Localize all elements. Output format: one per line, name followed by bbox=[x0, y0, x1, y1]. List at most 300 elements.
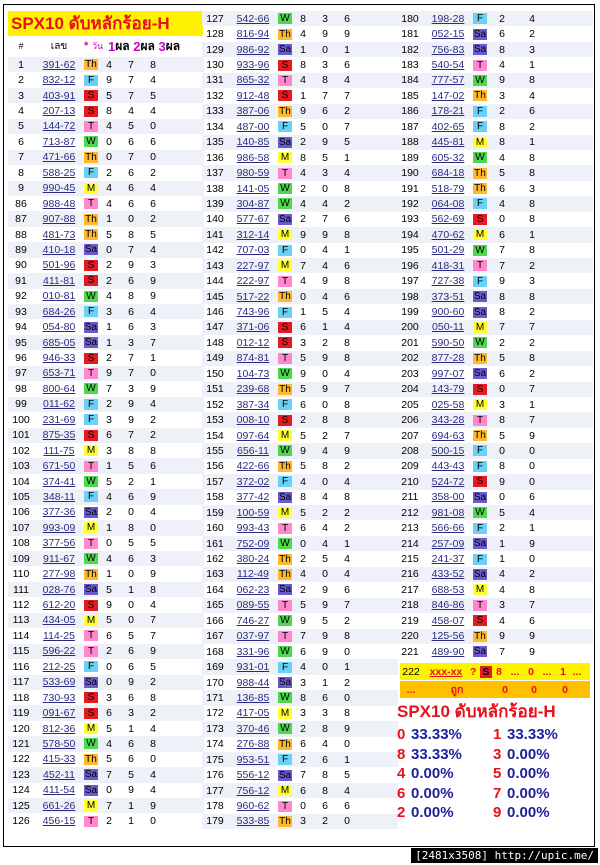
row-number-pair: 050-11 bbox=[432, 321, 464, 334]
result-value: 1 bbox=[106, 213, 112, 226]
table-row bbox=[202, 536, 398, 551]
result-value: 6 bbox=[106, 629, 112, 642]
result-value: 8 bbox=[300, 12, 306, 25]
row-number-pair: 612-20 bbox=[42, 599, 76, 612]
result-value: 5 bbox=[106, 583, 112, 596]
stats-percent: 0.00% bbox=[507, 784, 550, 802]
result-value: 6 bbox=[300, 321, 306, 334]
result-value: 2 bbox=[150, 429, 156, 442]
row-number-pair: 933-96 bbox=[236, 59, 270, 72]
result-value: 5 bbox=[106, 722, 112, 735]
result-value: 4 bbox=[322, 522, 328, 535]
result-value: 7 bbox=[106, 799, 112, 812]
row-number: 215 bbox=[401, 553, 419, 566]
pending-row bbox=[400, 663, 590, 680]
result-value: 4 bbox=[322, 444, 328, 457]
result-value: 9 bbox=[106, 367, 112, 380]
day-badge: S bbox=[278, 322, 292, 333]
table-row bbox=[397, 258, 593, 273]
day-badge: W bbox=[84, 476, 98, 487]
day-badge: S bbox=[84, 353, 98, 364]
row-number-pair: 417-05 bbox=[236, 707, 270, 720]
result-value: 4 bbox=[106, 182, 112, 195]
row-number: 154 bbox=[206, 429, 224, 442]
row-number: 166 bbox=[206, 614, 224, 627]
row-number: 99 bbox=[15, 398, 27, 411]
row-number: 89 bbox=[15, 243, 27, 256]
result-value: 1 bbox=[300, 306, 306, 319]
row-number-pair: 596-22 bbox=[42, 645, 76, 658]
row-number-pair: 010-81 bbox=[42, 290, 76, 303]
result-value: 3 bbox=[300, 676, 306, 689]
table-row bbox=[397, 304, 593, 319]
stats-rows bbox=[397, 725, 592, 823]
day-badge: T bbox=[278, 168, 292, 179]
day-badge: F bbox=[473, 276, 487, 287]
result-value: 3 bbox=[106, 305, 112, 318]
row-number-pair: 993-09 bbox=[42, 521, 76, 534]
result-value: 4 bbox=[300, 475, 306, 488]
result-value: 9 bbox=[499, 74, 505, 87]
result-value: 7 bbox=[128, 243, 134, 256]
row-number-pair: 533-69 bbox=[42, 676, 76, 689]
result-value: 6 bbox=[300, 738, 306, 751]
result-value: 5 bbox=[344, 136, 350, 149]
row-number: 176 bbox=[206, 769, 224, 782]
row-number: 93 bbox=[15, 305, 27, 318]
result-value: 9 bbox=[322, 28, 328, 41]
result-value: 9 bbox=[322, 228, 328, 241]
result-value: 8 bbox=[300, 59, 306, 72]
result-value: 3 bbox=[499, 599, 505, 612]
result-value: 7 bbox=[529, 321, 535, 334]
table-row bbox=[202, 382, 398, 397]
result-value: 6 bbox=[322, 691, 328, 704]
row-number-pair: 312-14 bbox=[236, 228, 270, 241]
row-number-pair: 239-68 bbox=[236, 383, 270, 396]
result-value: 4 bbox=[344, 306, 350, 319]
row-number-pair: 900-60 bbox=[431, 306, 465, 319]
row-number-pair: 981-08 bbox=[431, 506, 465, 519]
table-column-2 bbox=[202, 11, 398, 829]
result-value: 8 bbox=[344, 228, 350, 241]
stats-digit: 5 bbox=[493, 765, 502, 783]
table-row bbox=[8, 736, 204, 751]
result-value: 6 bbox=[106, 429, 112, 442]
table-row bbox=[397, 644, 593, 659]
day-badge: Sa bbox=[473, 306, 487, 318]
row-number-pair: 980-59 bbox=[236, 167, 270, 180]
day-badge: M bbox=[473, 229, 487, 240]
day-badge: M bbox=[278, 430, 292, 441]
table-row bbox=[202, 150, 398, 165]
result-value: 4 bbox=[150, 398, 156, 411]
day-badge: Th bbox=[279, 105, 291, 117]
result-value: 9 bbox=[300, 614, 306, 627]
day-badge: F bbox=[84, 306, 98, 317]
row-number: 135 bbox=[206, 136, 224, 149]
row-number-pair: 434-05 bbox=[42, 614, 76, 627]
table-row bbox=[202, 721, 398, 736]
day-badge: M bbox=[473, 137, 487, 148]
table-row bbox=[397, 196, 593, 211]
row-number-pair: 671-50 bbox=[42, 460, 76, 473]
row-number: 205 bbox=[401, 398, 419, 411]
result-value: 1 bbox=[344, 244, 350, 257]
row-number-pair: 276-88 bbox=[236, 738, 270, 751]
result-value: 0 bbox=[529, 444, 535, 457]
row-number: 195 bbox=[401, 244, 419, 257]
result-value: 9 bbox=[322, 583, 328, 596]
result-value: 0 bbox=[128, 568, 134, 581]
table-row bbox=[202, 675, 398, 690]
result-value: 4 bbox=[150, 784, 156, 797]
day-badge: W bbox=[473, 75, 487, 86]
result-value: 8 bbox=[529, 290, 535, 303]
row-number: 167 bbox=[206, 630, 224, 643]
table-row bbox=[397, 428, 593, 443]
pending-v5: 1 bbox=[560, 665, 566, 678]
row-number-pair: 114-25 bbox=[43, 629, 75, 642]
stats-percent: 0.00% bbox=[411, 765, 454, 783]
row-number: 184 bbox=[401, 74, 419, 87]
table-row bbox=[8, 675, 204, 690]
row-number: 164 bbox=[206, 583, 224, 596]
stats-percent: 0.00% bbox=[507, 745, 550, 763]
day-badge: T bbox=[473, 260, 487, 271]
result-value: 5 bbox=[150, 89, 156, 102]
table-row bbox=[8, 181, 204, 196]
result-value: 6 bbox=[128, 274, 134, 287]
result-value: 3 bbox=[322, 59, 328, 72]
row-number-pair: 377-42 bbox=[236, 491, 270, 504]
table-row bbox=[202, 104, 398, 119]
table-row bbox=[397, 165, 593, 180]
row-number-pair: 743-96 bbox=[236, 306, 270, 319]
row-number: 207 bbox=[401, 429, 419, 442]
result-value: 5 bbox=[150, 228, 156, 241]
header-star: * bbox=[84, 40, 89, 52]
stats-row bbox=[397, 784, 592, 804]
result-value: 7 bbox=[529, 414, 535, 427]
table-row bbox=[397, 243, 593, 258]
table-row bbox=[8, 350, 204, 365]
result-value: 9 bbox=[300, 228, 306, 241]
row-number: 139 bbox=[206, 197, 224, 210]
row-number-pair: 372-02 bbox=[236, 475, 270, 488]
table-row bbox=[8, 644, 204, 659]
table-row bbox=[8, 628, 204, 643]
row-number: 134 bbox=[206, 120, 224, 133]
result-value: 0 bbox=[344, 815, 350, 828]
result-value: 0 bbox=[344, 691, 350, 704]
row-number: 171 bbox=[206, 691, 224, 704]
row-number: 192 bbox=[401, 197, 419, 210]
result-value: 2 bbox=[150, 676, 156, 689]
result-value: 4 bbox=[499, 614, 505, 627]
row-number-pair: 062-23 bbox=[236, 583, 270, 596]
result-value: 2 bbox=[300, 722, 306, 735]
row-number-pair: 304-87 bbox=[236, 197, 270, 210]
row-number-pair: 144-72 bbox=[42, 120, 76, 133]
result-value: 2 bbox=[300, 136, 306, 149]
result-value: 1 bbox=[150, 475, 156, 488]
row-number: 129 bbox=[206, 43, 224, 56]
result-value: 2 bbox=[322, 506, 328, 519]
result-value: 5 bbox=[300, 599, 306, 612]
day-badge: T bbox=[84, 646, 98, 657]
row-number: 118 bbox=[12, 691, 30, 704]
result-value: 9 bbox=[128, 259, 134, 272]
result-value: 2 bbox=[106, 166, 112, 179]
day-badge: W bbox=[84, 553, 98, 564]
stats-percent: 33.33% bbox=[411, 745, 462, 763]
row-number: 214 bbox=[401, 537, 419, 550]
row-number-pair: 415-33 bbox=[42, 753, 76, 766]
row-number-pair: 222-97 bbox=[236, 275, 270, 288]
result-value: 8 bbox=[499, 120, 505, 133]
row-number-pair: 487-00 bbox=[236, 120, 270, 133]
result-value: 6 bbox=[128, 490, 134, 503]
result-value: 8 bbox=[499, 306, 505, 319]
result-value: 4 bbox=[106, 552, 112, 565]
day-badge: T bbox=[278, 276, 292, 287]
result-value: 6 bbox=[128, 305, 134, 318]
row-number-pair: 370-46 bbox=[236, 722, 270, 735]
row-number-pair: 443-43 bbox=[431, 460, 465, 473]
result-value: 7 bbox=[344, 89, 350, 102]
result-value: 5 bbox=[150, 660, 156, 673]
result-value: 8 bbox=[150, 444, 156, 457]
result-value: 6 bbox=[344, 12, 350, 25]
row-number-pair: 054-80 bbox=[42, 321, 76, 334]
row-number: 142 bbox=[206, 244, 224, 257]
row-number: 151 bbox=[206, 383, 224, 396]
row-number: 152 bbox=[206, 398, 224, 411]
row-number-pair: 277-98 bbox=[42, 568, 76, 581]
result-value: 8 bbox=[300, 151, 306, 164]
result-value: 8 bbox=[322, 769, 328, 782]
day-badge: S bbox=[278, 415, 292, 426]
row-number: 149 bbox=[206, 352, 224, 365]
row-number-pair: 877-28 bbox=[431, 352, 465, 365]
day-badge: M bbox=[84, 445, 98, 456]
day-badge: S bbox=[84, 430, 98, 441]
result-value: 7 bbox=[128, 74, 134, 87]
result-value: 2 bbox=[529, 259, 535, 272]
result-value: 2 bbox=[150, 413, 156, 426]
row-number: 146 bbox=[206, 306, 224, 319]
result-value: 2 bbox=[529, 568, 535, 581]
row-number: 6 bbox=[18, 135, 24, 148]
row-number-pair: 458-07 bbox=[431, 614, 465, 627]
day-badge: M bbox=[278, 260, 292, 271]
row-number: 88 bbox=[15, 228, 27, 241]
result-value: 3 bbox=[529, 182, 535, 195]
result-value: 5 bbox=[322, 553, 328, 566]
result-value: 6 bbox=[529, 491, 535, 504]
result-value: 2 bbox=[300, 753, 306, 766]
row-number: 97 bbox=[15, 367, 27, 380]
result-value: 2 bbox=[344, 105, 350, 118]
row-number: 186 bbox=[401, 105, 419, 118]
table-row bbox=[202, 551, 398, 566]
result-value: 6 bbox=[529, 614, 535, 627]
row-number-pair: 566-66 bbox=[431, 522, 465, 535]
result-value: 7 bbox=[344, 383, 350, 396]
day-badge: W bbox=[278, 368, 292, 379]
result-value: 5 bbox=[106, 753, 112, 766]
pending-question: ? bbox=[470, 665, 477, 678]
day-badge: F bbox=[278, 245, 292, 256]
table-row bbox=[397, 289, 593, 304]
result-value: 0 bbox=[322, 120, 328, 133]
result-value: 6 bbox=[128, 552, 134, 565]
row-number: 209 bbox=[401, 460, 419, 473]
row-number: 198 bbox=[401, 290, 419, 303]
row-number-pair: 517-22 bbox=[236, 290, 270, 303]
row-number-pair: 777-57 bbox=[431, 74, 465, 87]
result-value: 0 bbox=[499, 383, 505, 396]
row-number: 208 bbox=[401, 444, 419, 457]
result-value: 6 bbox=[300, 645, 306, 658]
row-number-pair: 143-79 bbox=[431, 383, 465, 396]
day-badge: F bbox=[278, 476, 292, 487]
day-badge: Sa bbox=[84, 321, 98, 333]
row-number: 87 bbox=[15, 213, 27, 226]
result-value: 6 bbox=[150, 197, 156, 210]
result-value: 1 bbox=[529, 59, 535, 72]
result-value: 7 bbox=[300, 630, 306, 643]
day-badge: Sa bbox=[278, 213, 292, 225]
row-number-pair: 025-58 bbox=[431, 398, 465, 411]
result-value: 1 bbox=[499, 537, 505, 550]
day-badge: Sa bbox=[278, 44, 292, 56]
result-value: 9 bbox=[529, 537, 535, 550]
row-number: 204 bbox=[401, 383, 419, 396]
result-value: 5 bbox=[499, 506, 505, 519]
upload-footer: [2481x3508] http://upic.me/ bbox=[411, 848, 598, 863]
day-badge: F bbox=[473, 106, 487, 117]
row-number: 121 bbox=[12, 737, 30, 750]
result-value: 4 bbox=[344, 367, 350, 380]
table-row bbox=[397, 57, 593, 72]
row-number-pair: 112-49 bbox=[237, 568, 269, 581]
result-value: 1 bbox=[529, 398, 535, 411]
table-row bbox=[397, 212, 593, 227]
table-row bbox=[8, 227, 204, 242]
row-number-pair: 865-32 bbox=[236, 74, 270, 87]
day-badge: Sa bbox=[278, 584, 292, 596]
result-value: 0 bbox=[150, 120, 156, 133]
row-number: 165 bbox=[206, 599, 224, 612]
header-p1: ผล bbox=[115, 38, 130, 53]
row-number: 127 bbox=[206, 12, 224, 25]
table-row bbox=[8, 783, 204, 798]
result-value: 5 bbox=[344, 769, 350, 782]
row-number: 197 bbox=[401, 275, 419, 288]
day-badge: F bbox=[84, 661, 98, 672]
row-number-pair: 387-34 bbox=[236, 398, 270, 411]
stats-digit: 6 bbox=[397, 784, 406, 802]
result-value: 4 bbox=[150, 599, 156, 612]
stats-row bbox=[397, 803, 592, 823]
stats-panel bbox=[397, 699, 592, 823]
row-number-pair: 500-15 bbox=[431, 444, 465, 457]
result-v3: 0 bbox=[562, 683, 568, 696]
result-value: 9 bbox=[344, 722, 350, 735]
result-value: 7 bbox=[322, 89, 328, 102]
row-number: 150 bbox=[206, 367, 224, 380]
table-row bbox=[397, 227, 593, 242]
row-number-pair: 694-63 bbox=[431, 429, 465, 442]
row-number: 220 bbox=[401, 630, 419, 643]
result-value: 6 bbox=[322, 800, 328, 813]
result-value: 9 bbox=[150, 645, 156, 658]
result-value: 4 bbox=[106, 58, 112, 71]
result-value: 5 bbox=[128, 768, 134, 781]
row-number: 5 bbox=[18, 120, 24, 133]
table-row bbox=[8, 566, 204, 581]
table-row bbox=[8, 597, 204, 612]
row-number-pair: 111-75 bbox=[43, 444, 75, 457]
result-value: 8 bbox=[529, 213, 535, 226]
result-value: 2 bbox=[106, 815, 112, 828]
row-number: 123 bbox=[12, 768, 30, 781]
result-value: 3 bbox=[128, 382, 134, 395]
row-number-pair: 653-71 bbox=[42, 367, 76, 380]
result-value: 2 bbox=[106, 645, 112, 658]
row-number-pair: 562-69 bbox=[431, 213, 465, 226]
result-value: 4 bbox=[150, 768, 156, 781]
result-value: 2 bbox=[322, 429, 328, 442]
result-value: 6 bbox=[300, 398, 306, 411]
table-row bbox=[202, 258, 398, 273]
result-value: 8 bbox=[322, 414, 328, 427]
result-value: 8 bbox=[322, 460, 328, 473]
table-row bbox=[202, 613, 398, 628]
result-value: 4 bbox=[300, 275, 306, 288]
result-value: 8 bbox=[499, 414, 505, 427]
result-value: 5 bbox=[106, 614, 112, 627]
row-number-pair: 141-05 bbox=[236, 182, 270, 195]
result-value: 6 bbox=[128, 753, 134, 766]
row-number: 98 bbox=[15, 382, 27, 395]
result-value: 4 bbox=[150, 243, 156, 256]
day-badge: Sa bbox=[84, 506, 98, 518]
day-badge: F bbox=[278, 754, 292, 765]
row-number: 155 bbox=[206, 444, 224, 457]
result-value: 2 bbox=[344, 522, 350, 535]
table-row bbox=[8, 289, 204, 304]
table-row bbox=[8, 72, 204, 87]
day-badge: S bbox=[473, 476, 487, 487]
row-number-pair: 125-56 bbox=[431, 630, 465, 643]
result-value: 2 bbox=[106, 274, 112, 287]
day-badge: W bbox=[84, 291, 98, 302]
day-badge: F bbox=[278, 662, 292, 673]
table-row bbox=[397, 567, 593, 582]
row-number: 1 bbox=[18, 58, 24, 71]
result-value: 0 bbox=[322, 182, 328, 195]
pending-v3: 0 bbox=[528, 665, 534, 678]
result-value: 6 bbox=[344, 59, 350, 72]
result-value: 8 bbox=[344, 491, 350, 504]
result-value: 7 bbox=[128, 89, 134, 102]
row-number-pair: 377-56 bbox=[42, 537, 76, 550]
result-value: 1 bbox=[322, 676, 328, 689]
day-badge: F bbox=[278, 399, 292, 410]
